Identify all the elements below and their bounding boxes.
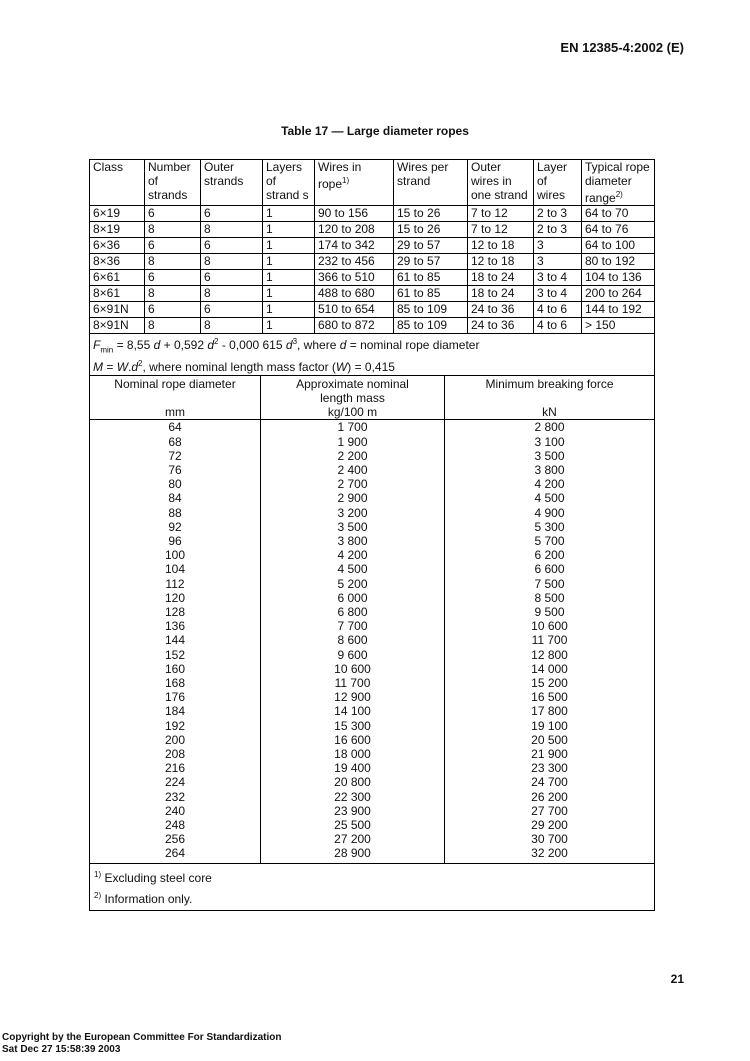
- table-cell: 29 to 57: [394, 254, 468, 270]
- table-cell: 2 to 3: [534, 206, 582, 222]
- force-value: 4 200: [534, 477, 565, 492]
- force-value: 16 500: [531, 690, 568, 705]
- mass-value: 3 800: [337, 534, 368, 549]
- diameter-value: 184: [164, 704, 186, 719]
- mass-value: 6 800: [337, 605, 368, 620]
- table-cell: 174 to 342: [315, 238, 394, 254]
- force-value: 30 700: [531, 832, 568, 847]
- table-cell: 8: [145, 318, 201, 334]
- mass-value: 20 800: [334, 775, 371, 790]
- table-cell: 8×61: [90, 286, 145, 302]
- table-cell: 1: [263, 206, 315, 222]
- mass-value: 5 200: [337, 576, 368, 591]
- mass-value: 3 200: [337, 505, 368, 520]
- header-layer-of-wires: Layer of wires: [534, 160, 582, 206]
- mass-value: 1 700: [337, 420, 368, 435]
- table-cell: 4 to 6: [534, 302, 582, 318]
- diameter-value: 224: [164, 775, 186, 790]
- header-typical-range: Typical rope diameter range$^{2)}$: [582, 160, 655, 206]
- table-cell: 2 to 3: [534, 222, 582, 238]
- footnote-2: $^{2)}$ Information only.: [94, 890, 193, 906]
- diameter-value: 168: [164, 676, 186, 691]
- table-cell: 8: [145, 222, 201, 238]
- diameter-value: 68: [168, 434, 182, 449]
- diameter-value: 88: [168, 505, 182, 520]
- force-value: 5 300: [534, 519, 565, 534]
- table-cell: 6: [145, 238, 201, 254]
- table-cell: 18 to 24: [468, 286, 534, 302]
- diameter-value: 64: [168, 420, 182, 435]
- force-value: 15 200: [531, 676, 568, 691]
- table-cell: 200 to 264: [582, 286, 655, 302]
- mass-value: 6 000: [337, 590, 368, 605]
- header-class: Class: [90, 160, 145, 206]
- mass-value: 18 000: [334, 747, 371, 762]
- table-row: [90, 238, 654, 254]
- table-row: [90, 222, 654, 238]
- diameter-value: 200: [164, 732, 186, 747]
- table-cell: 61 to 85: [394, 286, 468, 302]
- table-cell: 8: [201, 222, 263, 238]
- diameter-value: 104: [164, 562, 186, 577]
- table-row: [90, 206, 654, 222]
- force-value: 3 800: [534, 463, 565, 477]
- table-cell: 8: [201, 318, 263, 334]
- table-cell: 12 to 18: [468, 238, 534, 254]
- copyright-notice: Copyright by the European Committee For Standardization Sat Dec 27 15:58:39 2003: [2, 1032, 282, 1055]
- mass-value: 16 600: [334, 732, 371, 747]
- force-value: 23 300: [531, 761, 568, 776]
- diameter-value: 216: [164, 761, 186, 776]
- diameter-value: 112: [165, 576, 185, 591]
- table-cell: 120 to 208: [315, 222, 394, 238]
- mass-value: 8 600: [337, 633, 368, 648]
- table-cell: 3: [534, 254, 582, 270]
- diameter-column: [90, 420, 260, 862]
- diameter-value: 160: [164, 661, 186, 676]
- table-cell: 64 to 70: [582, 206, 655, 222]
- table-cell: 8: [201, 286, 263, 302]
- mass-value: 3 500: [337, 519, 368, 534]
- table-cell: 85 to 109: [394, 302, 468, 318]
- diameter-value: 208: [164, 747, 186, 762]
- table-cell: 18 to 24: [468, 270, 534, 286]
- table-cell: 3 to 4: [534, 270, 582, 286]
- header-number-of-strands: Number of strands: [145, 160, 201, 206]
- table-cell: 6×36: [90, 238, 145, 254]
- table-cell: 61 to 85: [394, 270, 468, 286]
- diameter-value: 96: [168, 534, 182, 549]
- mass-value: 28 900: [334, 846, 371, 861]
- force-value: 26 200: [531, 789, 568, 804]
- table-cell: 1: [263, 270, 315, 286]
- diameter-value: 92: [168, 519, 182, 534]
- mass-value: 27 200: [334, 832, 371, 847]
- mass-column: [260, 420, 445, 862]
- mass-value: 2 200: [337, 448, 368, 463]
- table-cell: 80 to 192: [582, 254, 655, 270]
- force-value: 11 700: [531, 633, 568, 648]
- mass-value: 2 400: [337, 463, 368, 477]
- header-diameter: Nominal rope diameter mm: [90, 376, 260, 420]
- table-cell: 8: [201, 254, 263, 270]
- formulas: [90, 334, 654, 376]
- diameter-value: 232: [164, 789, 186, 804]
- table-cell: 6: [201, 206, 263, 222]
- mass-value: 2 700: [337, 477, 368, 492]
- table-row: [90, 302, 654, 318]
- table-cell: 1: [263, 286, 315, 302]
- header-wires-per-strand: Wires per strand: [394, 160, 468, 206]
- mass-value: 1 900: [337, 434, 368, 449]
- mass-formula: $M = W.d^2$, where nominal length mass factor (W) = 0,415: [93, 359, 395, 375]
- table-cell: 6: [201, 270, 263, 286]
- table-cell: 1: [263, 254, 315, 270]
- table-cell: 7 to 12: [468, 206, 534, 222]
- footnotes: [90, 863, 654, 910]
- table-cell: 85 to 109: [394, 318, 468, 334]
- force-value: 29 200: [531, 818, 568, 833]
- mass-value: 25 500: [334, 818, 371, 833]
- table-title: Table 17 — Large diameter ropes: [281, 124, 469, 138]
- fmin-formula: $F_{min} = 8,55$ d + 0,592 $d^2 - 0,000$ 615 $d^3$, where d = nominal rope diameter: [93, 337, 480, 355]
- table-cell: 8×91N: [90, 318, 145, 334]
- table-cell: 104 to 136: [582, 270, 655, 286]
- diameter-value: 248: [164, 818, 186, 833]
- class-table-header: [90, 160, 654, 206]
- table-cell: 64 to 100: [582, 238, 655, 254]
- table-cell: 6: [201, 238, 263, 254]
- force-value: 6 200: [534, 548, 565, 563]
- diameter-value: 84: [168, 491, 182, 506]
- mass-value: 10 600: [334, 661, 371, 676]
- table-cell: 510 to 654: [315, 302, 394, 318]
- table-cell: 6: [201, 302, 263, 318]
- force-value: 24 700: [531, 775, 568, 790]
- force-value: 3 500: [534, 448, 565, 463]
- diameter-value: 152: [164, 647, 186, 662]
- table-cell: 232 to 456: [315, 254, 394, 270]
- table-cell: 8×19: [90, 222, 145, 238]
- table-cell: 12 to 18: [468, 254, 534, 270]
- force-value: 14 000: [531, 661, 568, 676]
- diameter-value: 256: [164, 832, 186, 847]
- table-cell: 24 to 36: [468, 318, 534, 334]
- table-cell: 1: [263, 318, 315, 334]
- diameter-value: 136: [164, 619, 186, 634]
- table-cell: 6: [145, 206, 201, 222]
- diameter-value: 100: [164, 548, 186, 563]
- force-value: 8 500: [534, 590, 565, 605]
- mass-value: 14 100: [334, 704, 371, 719]
- diameter-value: 80: [168, 477, 182, 492]
- table-cell: 6: [145, 270, 201, 286]
- table-cell: 8×36: [90, 254, 145, 270]
- table-cell: 6: [145, 302, 201, 318]
- data-table: [90, 376, 654, 862]
- mass-value: 9 600: [337, 647, 368, 662]
- mass-value: 15 300: [334, 718, 371, 733]
- header-outer-wires: Outer wires in one strand: [468, 160, 534, 206]
- table-row: [90, 318, 654, 334]
- force-value: 19 100: [531, 718, 568, 733]
- table-cell: 29 to 57: [394, 238, 468, 254]
- force-value: 4 900: [534, 505, 565, 520]
- table-cell: 1: [263, 222, 315, 238]
- document-id: EN 12385-4:2002 (E): [560, 40, 684, 55]
- table-cell: 6×19: [90, 206, 145, 222]
- table-row: [90, 270, 654, 286]
- mass-value: 22 300: [334, 789, 371, 804]
- mass-value: 4 500: [337, 562, 368, 577]
- footnote-1: $^{1)}$ Excluding steel core: [94, 869, 212, 885]
- force-column: [445, 420, 654, 862]
- force-value: 7 500: [534, 576, 565, 591]
- table-cell: 3 to 4: [534, 286, 582, 302]
- table-cell: 366 to 510: [315, 270, 394, 286]
- header-mass: Approximate nominal length mass kg/100 m: [260, 376, 445, 420]
- mass-value: 19 400: [334, 761, 371, 776]
- mass-value: 11 700: [334, 676, 371, 691]
- force-value: 5 700: [534, 534, 565, 549]
- force-value: 10 600: [531, 619, 568, 634]
- table-cell: 8: [145, 254, 201, 270]
- header-force: Minimum breaking force kN: [445, 376, 654, 420]
- table-cell: 1: [263, 238, 315, 254]
- header-wires-in-rope: Wires in rope$^{1)}$: [315, 160, 394, 206]
- diameter-value: 120: [164, 590, 186, 605]
- class-table: [90, 160, 654, 334]
- force-value: 2 800: [534, 420, 565, 435]
- mass-value: 2 900: [337, 491, 368, 506]
- table-cell: 90 to 156: [315, 206, 394, 222]
- table-cell: 6×61: [90, 270, 145, 286]
- force-value: 17 800: [531, 704, 568, 719]
- table-cell: 488 to 680: [315, 286, 394, 302]
- mass-value: 23 900: [334, 803, 371, 818]
- table-row: [90, 286, 654, 302]
- diameter-value: 264: [164, 846, 186, 861]
- diameter-value: 240: [164, 803, 186, 818]
- table-cell: 64 to 76: [582, 222, 655, 238]
- table-cell: 144 to 192: [582, 302, 655, 318]
- table-cell: 680 to 872: [315, 318, 394, 334]
- table-cell: 6×91N: [90, 302, 145, 318]
- table-cell: 7 to 12: [468, 222, 534, 238]
- mass-value: 4 200: [337, 548, 368, 563]
- class-table-body: [90, 206, 654, 334]
- force-value: 27 700: [531, 803, 568, 818]
- force-value: 32 200: [531, 846, 568, 861]
- force-value: 21 900: [531, 747, 568, 762]
- table-cell: 1: [263, 302, 315, 318]
- header-layers-of-strands: Layers of strand s: [263, 160, 315, 206]
- diameter-value: 76: [168, 463, 182, 477]
- force-value: 4 500: [534, 491, 565, 506]
- diameter-value: 176: [164, 690, 186, 705]
- diameter-value: 192: [164, 718, 186, 733]
- diameter-value: 144: [164, 633, 186, 648]
- table-row: [90, 254, 654, 270]
- table-cell: 24 to 36: [468, 302, 534, 318]
- table-cell: 4 to 6: [534, 318, 582, 334]
- table-cell: 3: [534, 238, 582, 254]
- force-value: 20 500: [531, 732, 568, 747]
- force-value: 9 500: [534, 605, 565, 620]
- diameter-value: 128: [164, 605, 186, 620]
- table-cell: 15 to 26: [394, 206, 468, 222]
- page-number: 21: [670, 972, 684, 986]
- force-value: 12 800: [531, 647, 568, 662]
- diameter-value: 72: [168, 448, 182, 463]
- mass-value: 12 900: [334, 690, 371, 705]
- table-cell: 8: [145, 286, 201, 302]
- header-outer-strands: Outer strands: [201, 160, 263, 206]
- force-value: 6 600: [534, 562, 565, 577]
- table-cell: > 150: [582, 318, 655, 334]
- mass-value: 7 700: [337, 619, 368, 634]
- force-value: 3 100: [534, 434, 565, 449]
- table-cell: 15 to 26: [394, 222, 468, 238]
- rope-table: [89, 159, 655, 911]
